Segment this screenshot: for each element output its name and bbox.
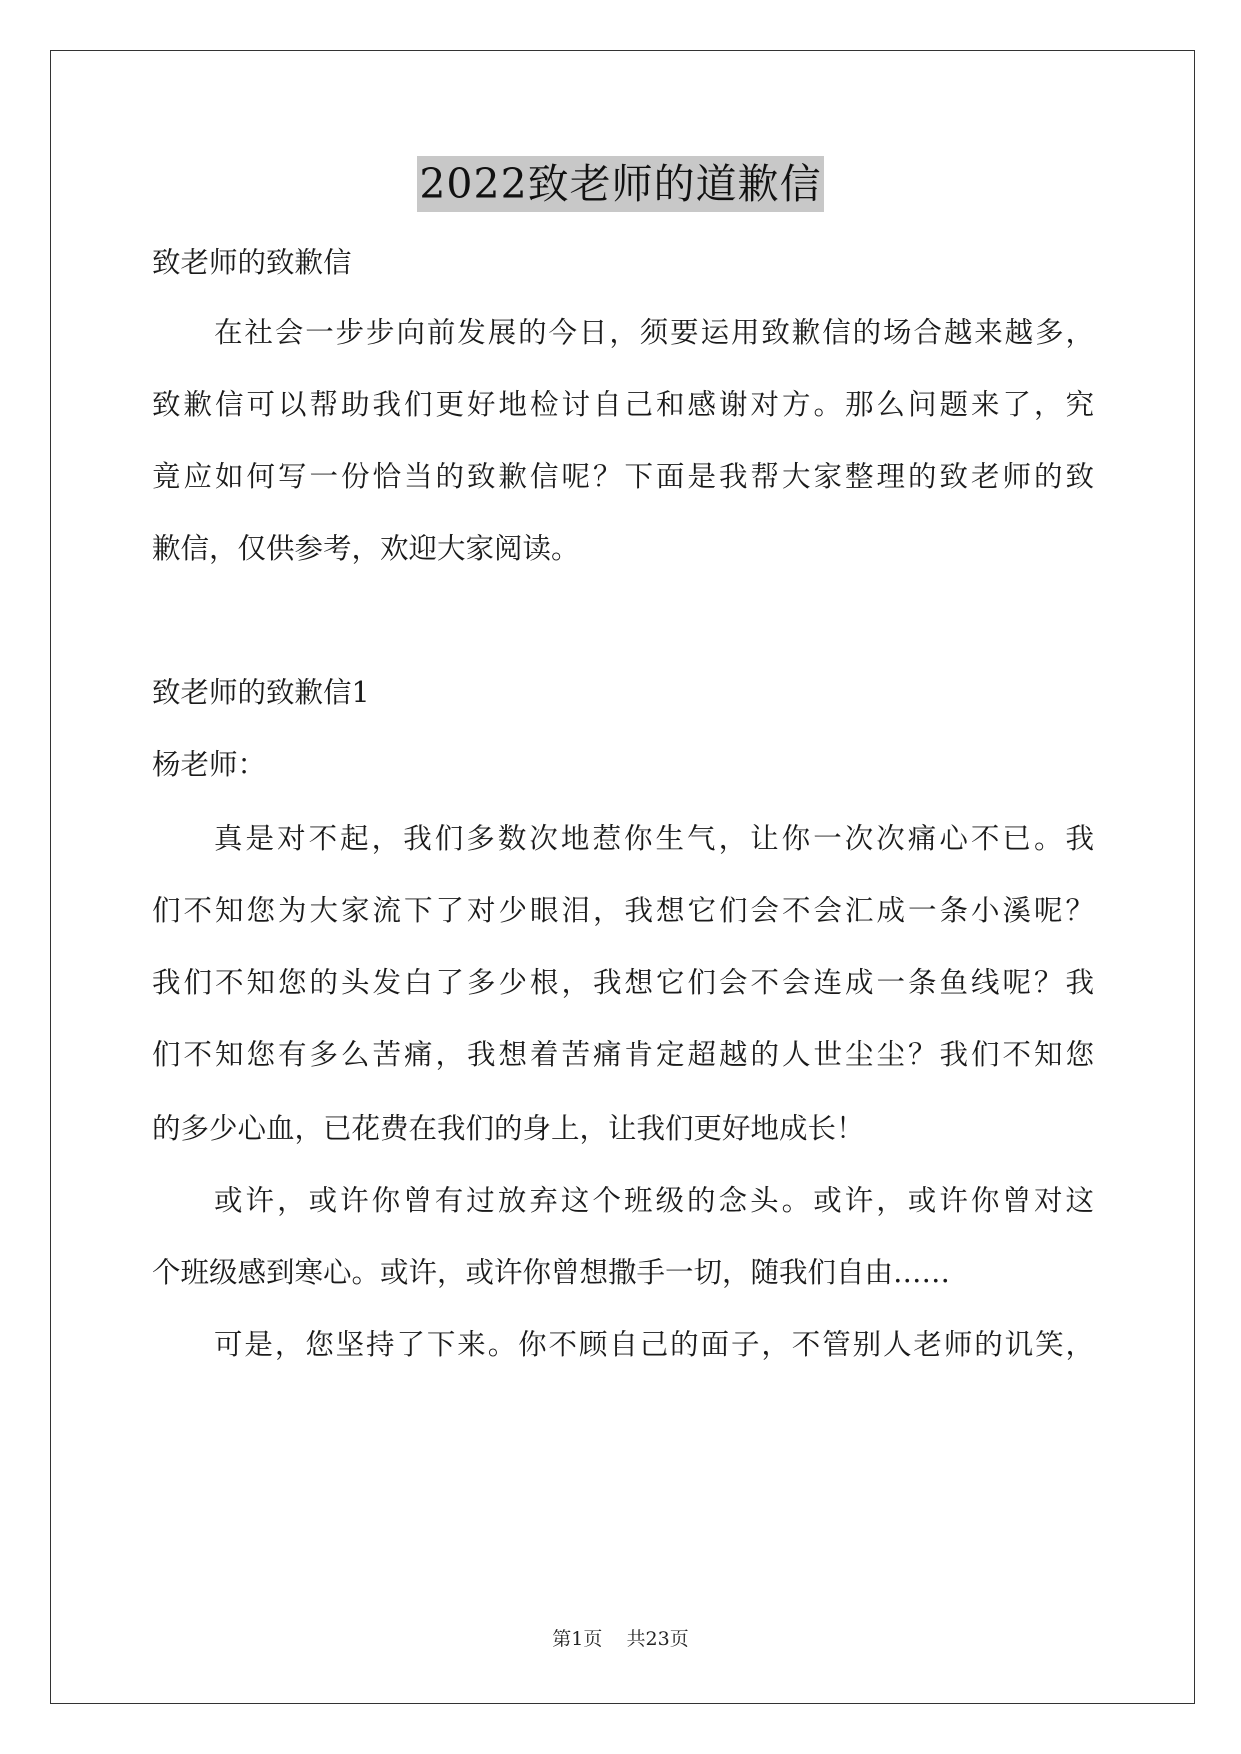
page-number: 1 (571, 1628, 584, 1650)
paragraph-line: 的多少心血，已花费在我们的身上，让我们更好地成长！ (152, 1112, 865, 1145)
section-heading: 致老师的致歉信1 (152, 676, 370, 709)
total-suffix: 页 (669, 1628, 689, 1650)
paragraph-line: 在社会一步步向前发展的今日，须要运用致歉信的场合越来越多， (214, 316, 1094, 349)
page-label-prefix: 第 (552, 1628, 572, 1650)
paragraph-line: 可是，您坚持了下来。你不顾自己的面子，不管别人老师的讥笑， (214, 1328, 1094, 1361)
paragraph-line: 或许，或许你曾有过放弃这个班级的念头。或许，或许你曾对这 (214, 1184, 1094, 1217)
total-pages: 23 (645, 1628, 670, 1650)
page-border (50, 50, 1195, 1704)
salutation: 杨老师： (152, 748, 267, 781)
paragraph-line: 竟应如何写一份恰当的致歉信呢？下面是我帮大家整理的致老师的致 (152, 460, 1094, 493)
paragraph-line: 我们不知您的头发白了多少根，我想它们会不会连成一条鱼线呢？我 (152, 966, 1094, 999)
paragraph-line: 们不知您为大家流下了对少眼泪，我想它们会不会汇成一条小溪呢？ (152, 894, 1094, 927)
page-label-suffix: 页 (583, 1628, 603, 1650)
paragraph-line: 致歉信可以帮助我们更好地检讨自己和感谢对方。那么问题来了，究 (152, 388, 1094, 421)
paragraph-line: 歉信，仅供参考，欢迎大家阅读。 (152, 532, 580, 565)
subtitle-line: 致老师的致歉信 (152, 246, 352, 279)
document-title: 2022致老师的道歉信 (417, 156, 823, 212)
page-footer (0, 1626, 1241, 1652)
paragraph-line: 们不知您有多么苦痛，我想着苦痛肯定超越的人世尘尘？我们不知您 (152, 1038, 1094, 1071)
total-prefix: 共 (626, 1628, 646, 1650)
paragraph-line: 真是对不起，我们多数次地惹你生气，让你一次次痛心不已。我 (214, 822, 1094, 855)
title-container (0, 156, 1241, 212)
paragraph-line: 个班级感到寒心。或许，或许你曾想撒手一切，随我们自由…… (152, 1256, 951, 1289)
